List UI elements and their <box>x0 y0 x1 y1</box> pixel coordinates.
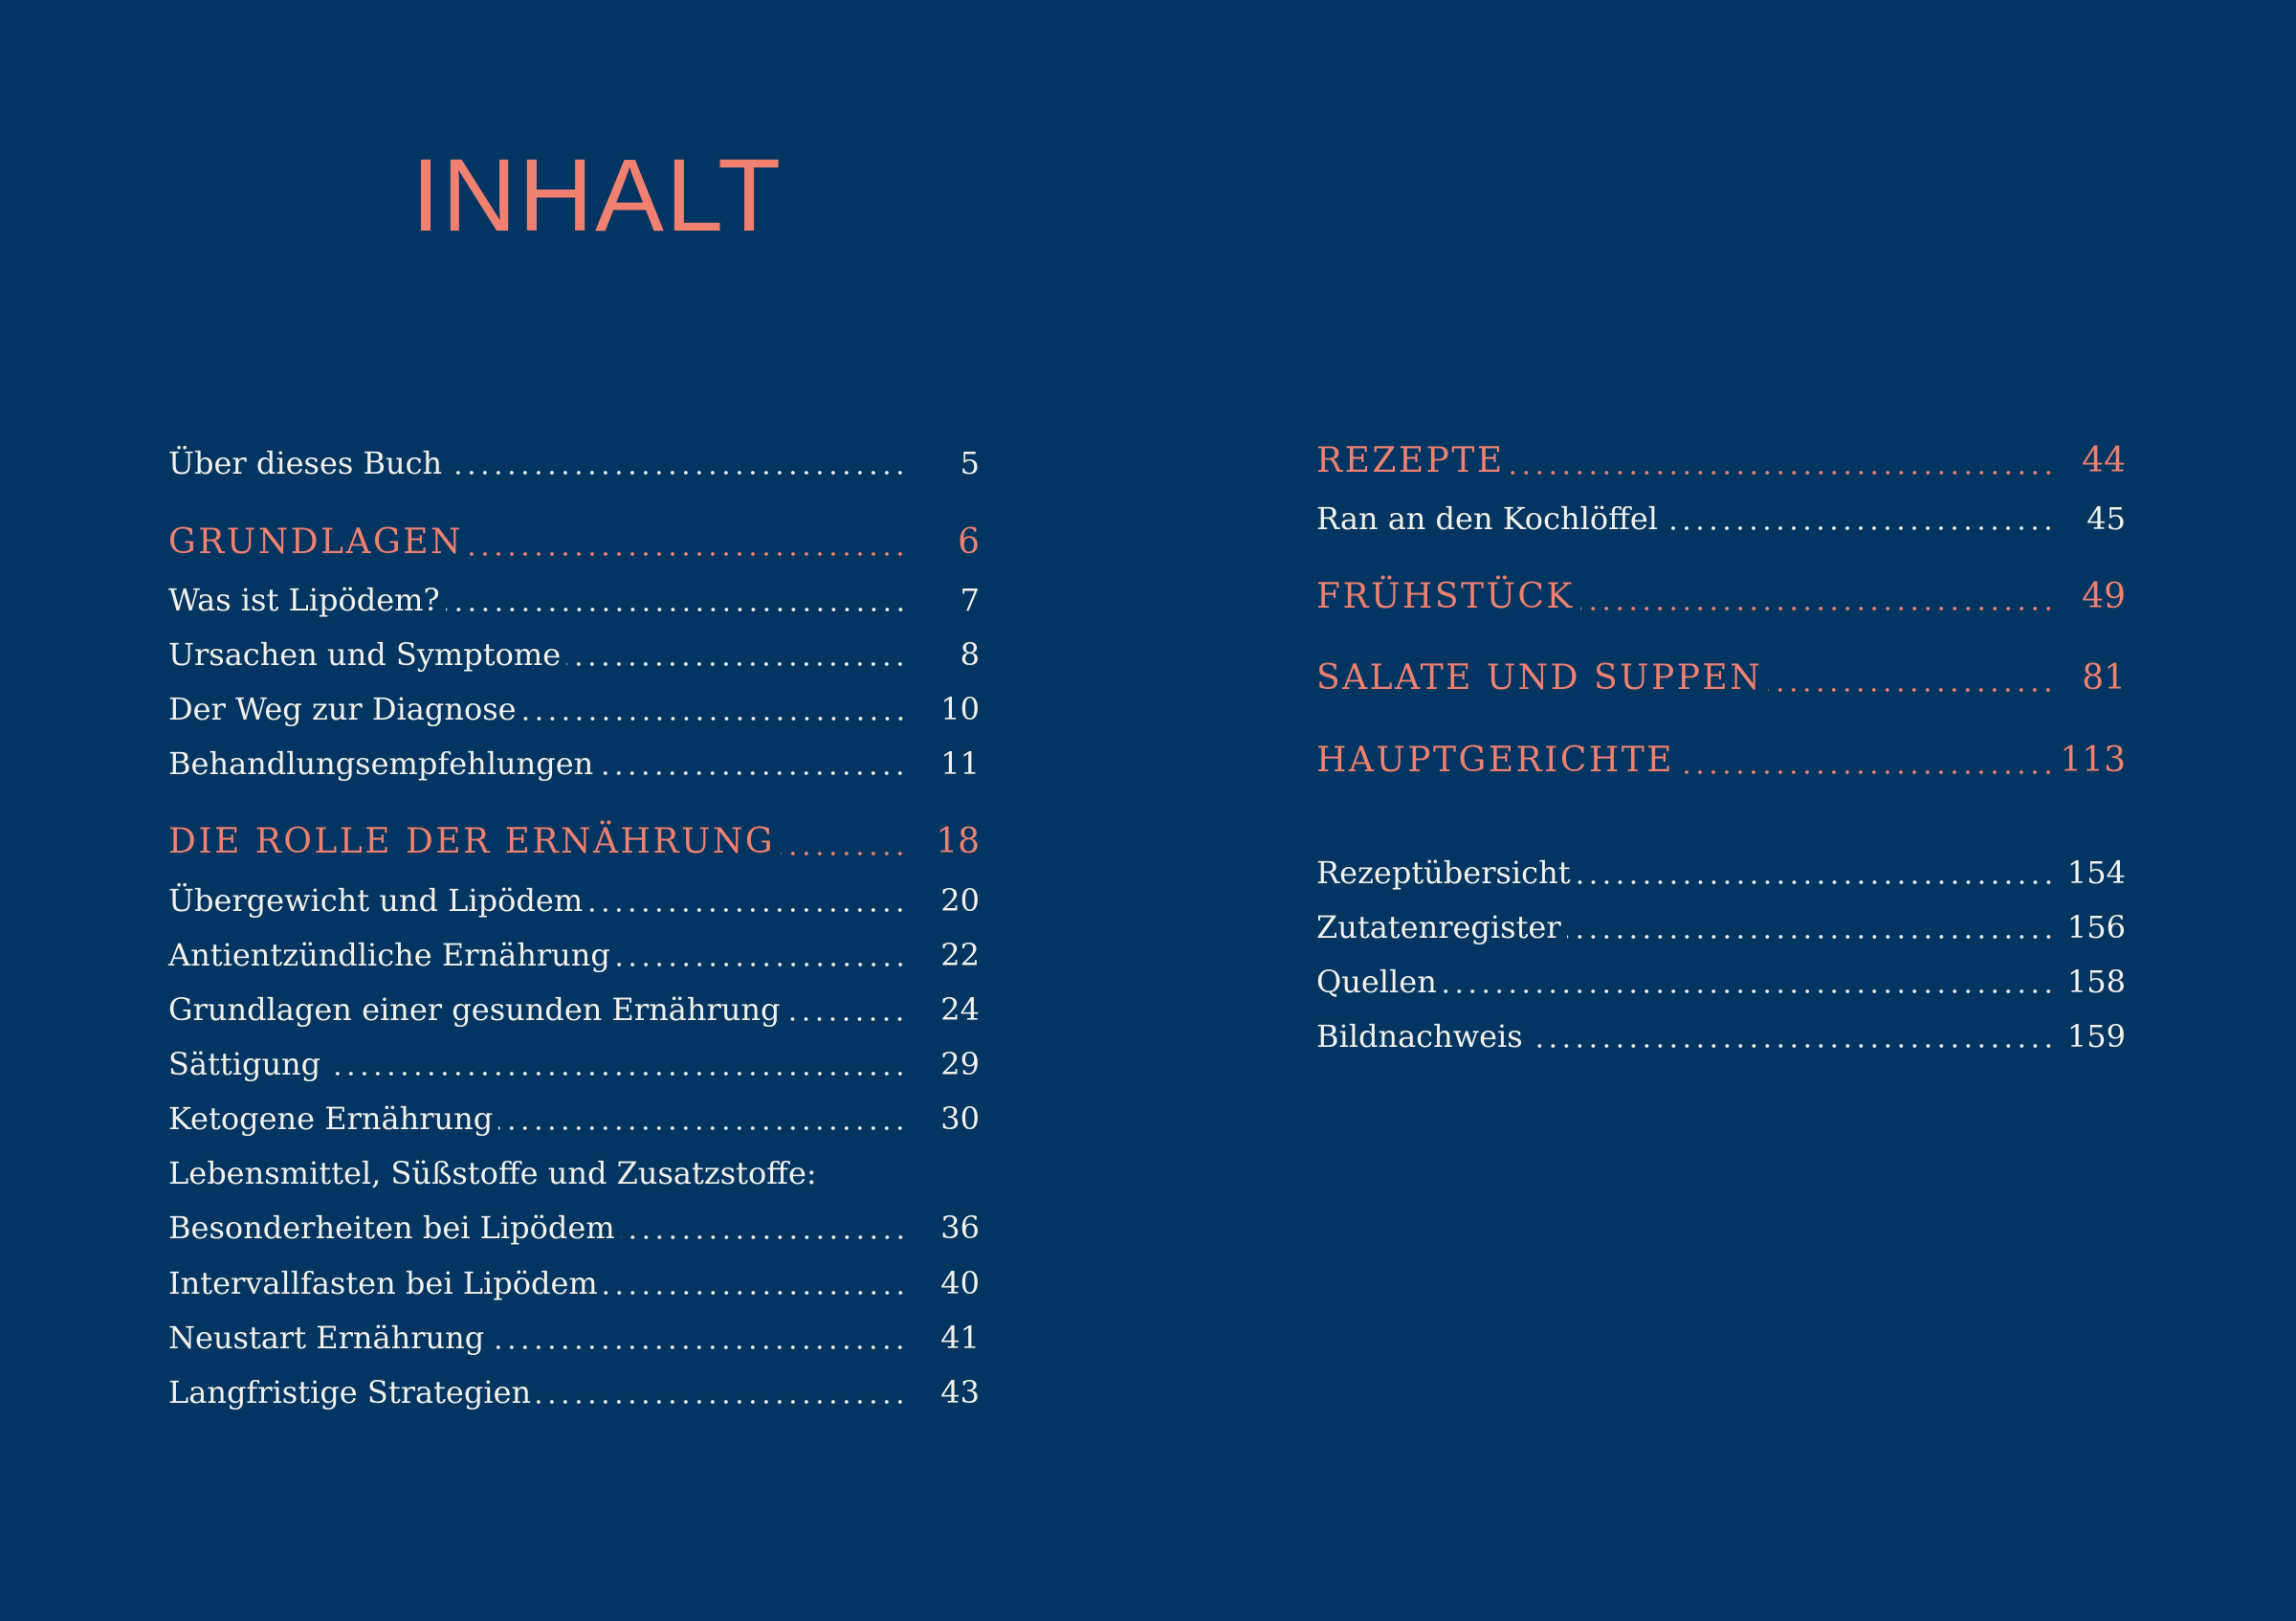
toc-entry <box>168 1088 980 1137</box>
toc-page-number: 6 <box>958 522 980 562</box>
toc-entry <box>1316 951 2126 1000</box>
toc-entry-title: REZEPTE <box>1316 441 1505 480</box>
toc-page-number: 24 <box>940 991 980 1028</box>
toc-entry <box>168 1362 980 1408</box>
toc-page-number: 159 <box>2066 1018 2126 1055</box>
toc-page-number: 11 <box>940 745 980 782</box>
toc-page-number: 113 <box>2060 741 2126 780</box>
toc-page-number: 156 <box>2066 909 2126 945</box>
toc-dot-leader <box>498 1126 907 1130</box>
toc-page-number: 20 <box>940 882 980 919</box>
toc-page-number: 36 <box>940 1210 980 1246</box>
toc-entry <box>1316 488 2126 537</box>
toc-section-heading <box>1316 568 2126 614</box>
toc-entry <box>168 1033 980 1082</box>
toc-entry-title: Antientzündliche Ernährung <box>168 937 610 973</box>
toc-page-number: 49 <box>2082 577 2126 616</box>
toc-entry-title: Der Weg zur Diagnose <box>168 691 517 727</box>
toc-entry-title: Über dieses Buch <box>168 445 443 481</box>
toc-entry-title: Intervallfasten bei Lipödem <box>168 1265 598 1301</box>
toc-dot-leader <box>448 471 907 475</box>
toc-entry-title: Ketogene Ernährung <box>168 1100 494 1137</box>
toc-page-number: 30 <box>940 1100 980 1137</box>
toc-entry-title: Ran an den Kochlöffel <box>1316 500 1658 537</box>
toc-page-number: 43 <box>940 1374 980 1410</box>
toc-page-number: 18 <box>936 822 980 861</box>
toc-entry <box>1316 897 2126 943</box>
toc-entry-title: DIE ROLLE DER ERNÄHRUNG <box>168 822 776 861</box>
toc-entry <box>168 924 980 973</box>
toc-entry <box>168 979 980 1028</box>
toc-entry-title: Grundlagen einer gesunden Ernährung <box>168 991 781 1028</box>
toc-entry-title: HAUPTGERICHTE <box>1316 741 1675 780</box>
toc-entry-title: Behandlungsempfehlungen <box>168 745 594 782</box>
toc-dot-leader <box>490 1345 907 1349</box>
toc-entry-title: Lebensmittel, Süßstoffe und Zusatzstoffe: <box>168 1155 817 1191</box>
toc-dot-leader <box>785 1017 907 1021</box>
toc-dot-leader <box>1580 607 2055 611</box>
toc-entry <box>1316 1006 2126 1055</box>
toc-page-number: 158 <box>2066 964 2126 1000</box>
toc-entry-title: Was ist Lipödem? <box>168 582 440 618</box>
toc-entry <box>168 1143 980 1191</box>
toc-dot-leader <box>1664 526 2055 530</box>
toc-dot-leader <box>326 1072 907 1076</box>
toc-section-heading <box>168 813 980 859</box>
toc-dot-leader <box>522 717 907 721</box>
toc-page-number: 44 <box>2082 441 2126 480</box>
toc-dot-leader <box>469 552 907 556</box>
toc-page-number: 81 <box>2082 658 2126 698</box>
toc-page-number: 5 <box>960 445 980 481</box>
toc-entry-title: Übergewicht und Lipödem <box>168 882 584 919</box>
toc-dot-leader <box>566 662 907 666</box>
toc-section-heading <box>1316 433 2126 478</box>
toc-page-number: 29 <box>940 1046 980 1082</box>
toc-entry <box>168 1197 980 1246</box>
toc-entry-title: Besonderheiten bei Lipödem <box>168 1210 615 1246</box>
toc-dot-leader <box>599 771 907 775</box>
toc-entry-title: Quellen <box>1316 964 1437 1000</box>
toc-dot-leader <box>1511 471 2055 475</box>
toc-dot-leader <box>616 963 907 966</box>
toc-entry <box>168 733 980 782</box>
toc-dot-leader <box>537 1400 907 1404</box>
toc-dot-leader <box>781 852 907 855</box>
toc-page-number: 41 <box>940 1320 980 1356</box>
toc-dot-leader <box>1529 1044 2055 1048</box>
toc-entry-title: Bildnachweis <box>1316 1018 1523 1055</box>
toc-entry <box>168 870 980 919</box>
toc-entry <box>1316 842 2126 891</box>
toc-page-number: 7 <box>960 582 980 618</box>
toc-dot-leader <box>1443 989 2055 993</box>
toc-section-heading <box>168 514 980 560</box>
toc-page-number: 10 <box>940 691 980 727</box>
toc-page-number: 45 <box>2086 500 2126 537</box>
toc-entry-title: Ursachen und Symptome <box>168 636 562 673</box>
page-title: INHALT <box>411 137 784 253</box>
toc-entry-title: Langfristige Strategien <box>168 1374 532 1410</box>
toc-dot-leader <box>588 908 907 912</box>
toc-page-number: 154 <box>2066 855 2126 891</box>
toc-entry <box>168 624 980 673</box>
toc-page-number: 22 <box>940 937 980 973</box>
toc-dot-leader <box>446 608 907 611</box>
toc-entry-title: Rezeptübersicht <box>1316 855 1571 891</box>
toc-section-heading <box>1316 732 2126 778</box>
toc-section-heading <box>1316 650 2126 696</box>
toc-entry-title: Zutatenregister <box>1316 909 1561 945</box>
toc-entry <box>168 1307 980 1356</box>
toc-dot-leader <box>1680 770 2055 774</box>
toc-dot-leader <box>621 1235 907 1239</box>
toc-entry-title: FRÜHSTÜCK <box>1316 577 1575 616</box>
toc-entry-title: SALATE UND SUPPEN <box>1316 658 1763 698</box>
toc-entry <box>168 678 980 727</box>
toc-dot-leader <box>1768 688 2055 692</box>
toc-entry <box>168 569 980 618</box>
toc-entry-title: Sättigung <box>168 1046 321 1082</box>
toc-entry-title: GRUNDLAGEN <box>168 522 464 562</box>
toc-page-number: 40 <box>940 1265 980 1301</box>
toc-dot-leader <box>604 1291 907 1295</box>
toc-entry <box>168 433 980 481</box>
toc-dot-leader <box>1577 880 2055 884</box>
toc-page-number: 8 <box>960 636 980 673</box>
toc-dot-leader <box>1567 935 2055 939</box>
toc-entry <box>168 1253 980 1299</box>
toc-entry-title: Neustart Ernährung <box>168 1320 485 1356</box>
